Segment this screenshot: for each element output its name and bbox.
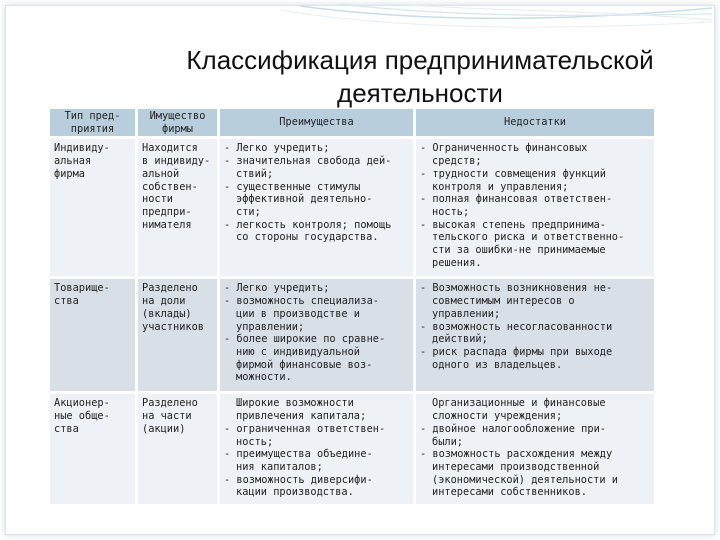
advantage-item: - более широкие по сравне- нию с индивидуальной фирмой финансовые воз- можности. — [224, 333, 386, 384]
title-line-1: Классификация предпринимательской — [186, 45, 654, 75]
page-title — [100, 44, 700, 110]
table-row — [50, 394, 657, 507]
header-advantages: Преимущества — [279, 116, 354, 129]
disadvantage-item: - Возможность возникновения не- совместимым интересов о управлении; — [420, 282, 613, 320]
header-cell — [416, 109, 657, 139]
header-disadvantages: Недостатки — [504, 116, 566, 129]
advantage-item: - существенные стимулы эффективной деятельно- сти; — [224, 180, 373, 218]
cell-property — [138, 394, 220, 507]
disadvantage-item: - возможность несогласованности действий; — [420, 320, 613, 346]
header-cell — [138, 109, 220, 139]
advantage-item: Широкие возможности привлечения капитала; — [236, 397, 367, 423]
cell-property — [138, 279, 220, 394]
cell-advantages — [220, 139, 416, 279]
property-text: Находится в индивиду- альной собствен- ности предпри- нимателя — [142, 142, 211, 231]
advantage-item: - преимущества объедине- ния капиталов; — [224, 448, 373, 473]
header-type: Тип пред- приятия — [64, 110, 121, 135]
header-cell — [220, 109, 416, 139]
disadvantage-item: - возможность расхождения между интересами производственной (экономической) деятельности и интересами собственников. — [420, 448, 618, 499]
cell-disadvantages — [416, 394, 657, 507]
advantage-item: - Легко учредить; — [224, 282, 330, 295]
advantage-item: - значительная свобода дей- ствий; — [224, 155, 392, 180]
table-row — [50, 279, 657, 394]
disadvantage-item: - полная финансовая ответствен- ность; — [420, 193, 613, 218]
cell-property — [138, 139, 220, 279]
type-text: Акционер- ные обще- ства — [54, 397, 110, 435]
header-property: Имущество фирмы — [149, 110, 206, 135]
table-header-row — [50, 109, 657, 139]
disadvantage-item: - трудности совмещения функций контроля и управления; — [420, 167, 606, 193]
cell-advantages — [220, 279, 416, 394]
disadvantage-item: - высокая степень предпринима- тельского риска и ответственно- сти за ошибки-не принимаемые решения. — [420, 218, 625, 269]
header-cell — [50, 109, 138, 139]
advantage-item: - возможность специализа- ции в производстве и управлении; — [224, 295, 379, 333]
cell-type — [50, 279, 138, 394]
cell-type — [50, 394, 138, 507]
disadvantage-item: - риск распада фирмы при выходе одного из владельцев. — [420, 345, 613, 371]
advantage-item: - легкость контроля; помощь со стороны государства. — [224, 218, 392, 244]
classification-table — [50, 109, 657, 507]
cell-advantages — [220, 394, 416, 507]
advantage-item: - возможность диверсифи- кации производства. — [224, 473, 373, 499]
disadvantage-item: Организационные и финансовые сложности учреждения; — [432, 397, 606, 423]
cell-type — [50, 139, 138, 279]
disadvantage-item: - двойное налогообложение при- были; — [420, 422, 606, 448]
title-line-2: деятельности — [337, 78, 503, 108]
type-text: Индивиду- альная фирма — [54, 142, 110, 180]
property-text: Разделено на части (акции) — [142, 397, 198, 435]
cell-disadvantages — [416, 139, 657, 279]
cell-disadvantages — [416, 279, 657, 394]
advantage-item: - Легко учредить; — [224, 142, 330, 155]
advantage-item: - ограниченная ответствен- ность; — [224, 422, 386, 448]
property-text: Разделено на доли (вклады) участников — [142, 282, 204, 333]
disadvantage-item: - Ограниченность финансовых средств; — [420, 142, 588, 168]
table-row — [50, 139, 657, 279]
type-text: Товарище- ства — [54, 282, 110, 308]
